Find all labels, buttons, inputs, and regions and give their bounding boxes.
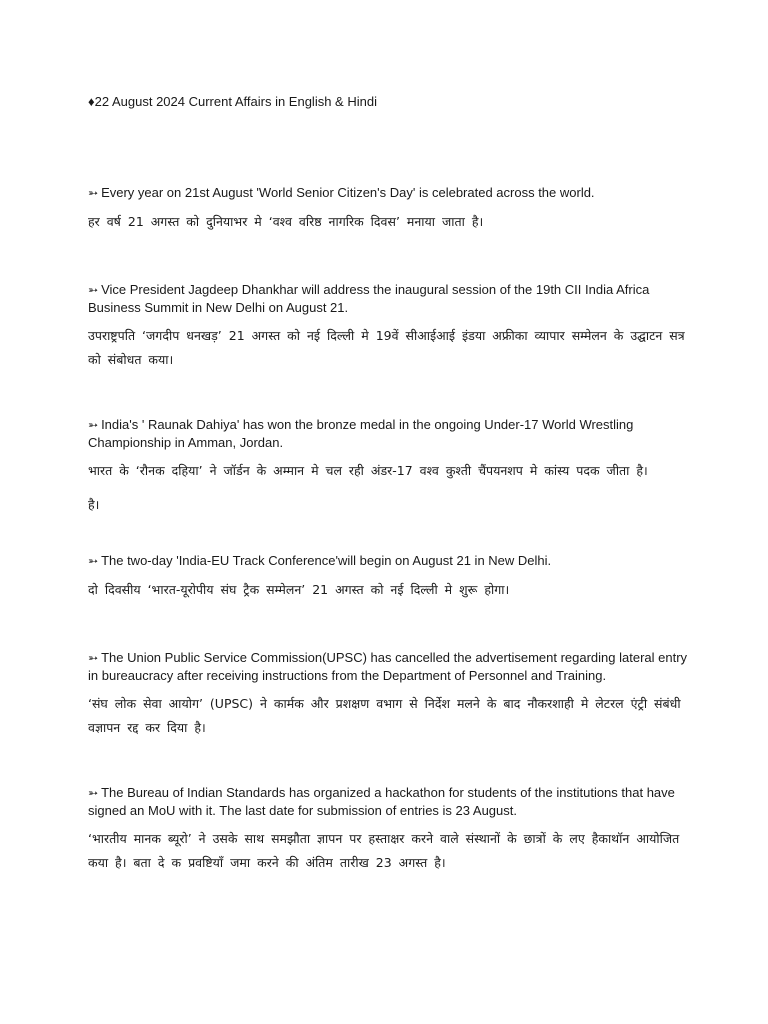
news-item bbox=[88, 416, 688, 515]
news-english bbox=[88, 784, 688, 819]
news-english bbox=[88, 649, 688, 684]
news-english-text: The Bureau of Indian Standards has organized a hackathon for students of the institutions that have signed an MoU with it. The last date for submission of entries is 23 August. bbox=[88, 785, 675, 818]
arrow-bullet-icon: ➳ bbox=[88, 186, 99, 200]
news-item bbox=[88, 784, 688, 875]
news-item bbox=[88, 649, 688, 740]
news-english bbox=[88, 416, 688, 451]
news-english-text: The Union Public Service Commission(UPSC) has cancelled the advertisement regarding lateral entry in bureaucracy after receiving instructions from the Department of Personnel and Training. bbox=[88, 650, 688, 683]
news-english bbox=[88, 552, 688, 570]
news-hindi: हर वर्ष 21 अगस्त को दुनियाभर मे ‘वश्व वरिष्ठ नागरिक दिवस’ मनाया जाता है। bbox=[88, 214, 484, 229]
news-english-text: Vice President Jagdeep Dhankhar will address the inaugural session of the 19th CII India Africa Business Summit in New Delhi on August 21. bbox=[88, 282, 650, 315]
news-english-text: India's ' Raunak Dahiya' has won the bronze medal in the ongoing Under-17 World Wrestling Championship in Amman, Jordan. bbox=[88, 417, 634, 450]
news-english bbox=[88, 184, 688, 202]
news-hindi: दो दिवसीय ‘भारत-यूरोपीय संघ ट्रैक सम्मेलन’ 21 अगस्त को नई दिल्ली मे शुरू होगा। bbox=[88, 582, 510, 597]
news-hindi: ‘संघ लोक सेवा आयोग’ (UPSC) ने कार्मक और प्रशक्षण वभाग से निर्देश मलने के बाद नौकरशाही मे लेटरल एंट्री संबंधी वज्ञापन रद्द कर दिया है। bbox=[88, 696, 681, 735]
news-english-text: The two-day 'India-EU Track Conference'will begin on August 21 in New Delhi. bbox=[101, 553, 552, 568]
arrow-bullet-icon: ➳ bbox=[88, 651, 99, 665]
arrow-bullet-icon: ➳ bbox=[88, 418, 99, 432]
news-hindi-continuation: है। bbox=[88, 497, 100, 512]
arrow-bullet-icon: ➳ bbox=[88, 283, 99, 297]
news-hindi: ‘भारतीय मानक ब्यूरो’ ने उसके साथ समझौता ज्ञापन पर हस्ताक्षर करने वाले संस्थानों के छात्रों के लए हैकाथॉन आयोजित कया है। बता दे क प्रवष्टियाँ जमा करने की अंतिम तारीख 23 अगस्त है। bbox=[88, 831, 680, 870]
arrow-bullet-icon: ➳ bbox=[88, 554, 99, 568]
page-title: ♦22 August 2024 Current Affairs in English & Hindi bbox=[88, 94, 377, 109]
news-hindi: उपराष्ट्रपति ‘जगदीप धनखड़’ 21 अगस्त को नई दिल्ली मे 19वें सीआईआई इंडया अफ्रीका व्यापार सम्मेलन के उद्घाटन सत्र को संबोधत कया। bbox=[88, 328, 685, 367]
news-hindi: भारत के ‘रौनक दहिया’ ने जॉर्डन के अम्मान मे चल रही अंडर-17 वश्व कुश्ती चैंपयनशप मे कांस्य पदक जीता है। bbox=[88, 463, 648, 478]
arrow-bullet-icon: ➳ bbox=[88, 786, 99, 800]
news-english-text: Every year on 21st August 'World Senior Citizen's Day' is celebrated across the world. bbox=[101, 185, 595, 200]
news-item bbox=[88, 281, 688, 372]
news-english bbox=[88, 281, 688, 316]
news-item bbox=[88, 552, 688, 602]
news-item bbox=[88, 184, 688, 234]
